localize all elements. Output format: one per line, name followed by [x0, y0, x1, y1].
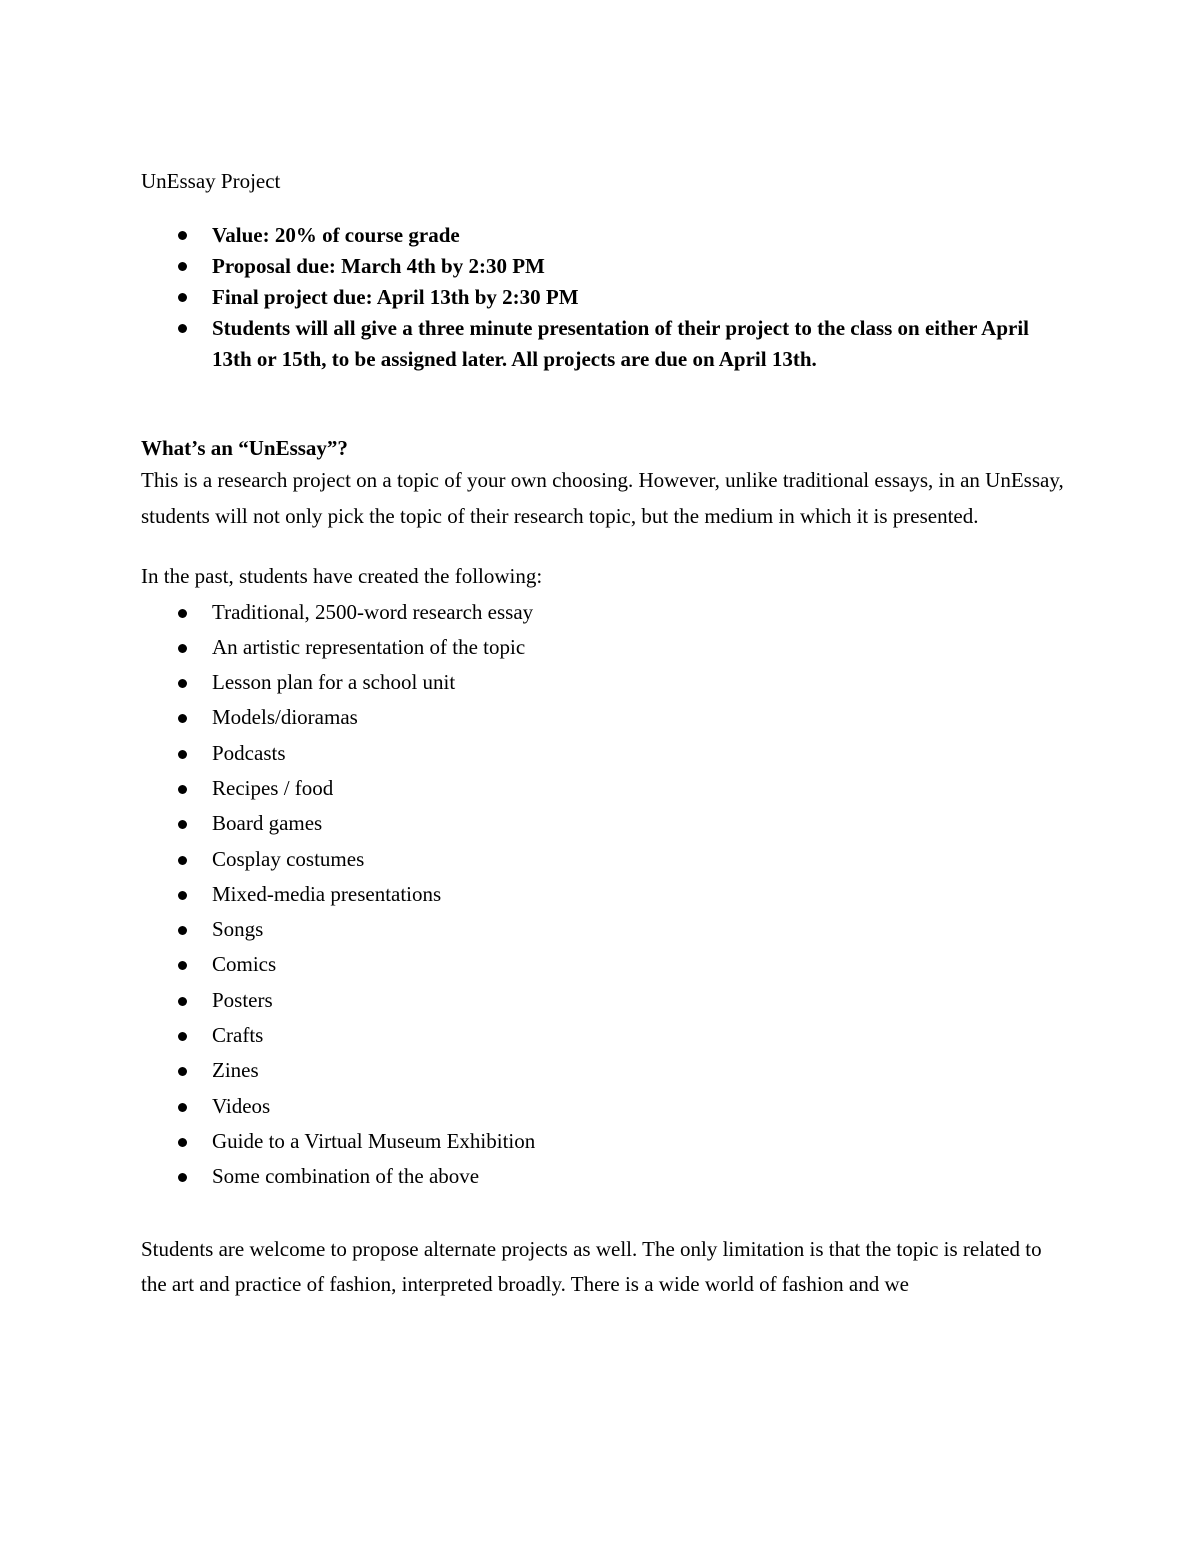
bullet-icon: [178, 1138, 187, 1147]
bullet-icon: [178, 644, 187, 653]
list-item-text: Crafts: [212, 1023, 264, 1048]
key-info-text: Final project due: April 13th by 2:30 PM: [212, 285, 579, 309]
bullet-icon: [178, 231, 187, 240]
list-item: [141, 595, 1066, 630]
list-item: [141, 700, 1066, 735]
list-item-text: Posters: [212, 987, 273, 1012]
list-item-text: Traditional, 2500-word research essay: [212, 599, 534, 624]
list-item-text: Podcasts: [212, 740, 286, 765]
key-info-text: Students will all give a three minute presentation of their project to the class on either April 13th or 15th, to be assigned later. All projects are due on April 13th.: [212, 316, 1030, 371]
bullet-icon: [178, 997, 187, 1006]
key-info-text: Proposal due: March 4th by 2:30 PM: [212, 254, 545, 278]
key-info-item: [141, 282, 1066, 313]
list-item-text: Zines: [212, 1058, 259, 1083]
bullet-icon: [178, 1067, 187, 1076]
list-item-text: Models/dioramas: [212, 705, 358, 730]
past-projects-list: [141, 595, 1066, 1195]
bullet-icon: [178, 750, 187, 759]
list-item-text: Guide to a Virtual Museum Exhibition: [212, 1128, 536, 1153]
list-item: [141, 912, 1066, 947]
description-paragraph: This is a research project on a topic of your own choosing. However, unlike traditional essays, in an UnEssay, students will not only pick the topic of their research topic, but the medium in which it is presented.: [141, 468, 1064, 528]
bullet-icon: [178, 891, 187, 900]
list-item: [141, 983, 1066, 1018]
bullet-icon: [178, 609, 187, 618]
bullet-icon: [178, 856, 187, 865]
list-item-text: An artistic representation of the topic: [212, 634, 526, 659]
key-info-item: [141, 313, 1066, 375]
bullet-icon: [178, 820, 187, 829]
list-item: [141, 1053, 1066, 1088]
list-item: [141, 877, 1066, 912]
list-item-text: Some combination of the above: [212, 1164, 480, 1189]
key-info-item: [141, 220, 1066, 251]
bullet-icon: [178, 1032, 187, 1041]
list-item: [141, 665, 1066, 700]
list-item-text: Videos: [212, 1093, 271, 1118]
list-item: [141, 1159, 1066, 1194]
key-info-item: [141, 251, 1066, 282]
list-item-text: Lesson plan for a school unit: [212, 670, 456, 695]
list-item-text: Board games: [212, 811, 323, 836]
past-projects-intro: In the past, students have created the following:: [141, 564, 543, 588]
bullet-icon: [178, 926, 187, 935]
list-item-text: Recipes / food: [212, 775, 334, 800]
bullet-icon: [178, 1173, 187, 1182]
list-item: [141, 806, 1066, 841]
list-item: [141, 1089, 1066, 1124]
key-info-text: Value: 20% of course grade: [212, 223, 460, 247]
list-item: [141, 947, 1066, 982]
list-item-text: Comics: [212, 952, 277, 977]
document-title: UnEssay Project: [141, 169, 281, 193]
list-item-text: Cosplay costumes: [212, 846, 365, 871]
list-item: [141, 771, 1066, 806]
list-item: [141, 842, 1066, 877]
bullet-icon: [178, 961, 187, 970]
list-item: [141, 1124, 1066, 1159]
list-item-text: Mixed-media presentations: [212, 881, 442, 906]
section-heading: What’s an “UnEssay”?: [141, 436, 348, 460]
bullet-icon: [178, 293, 187, 302]
list-item: [141, 736, 1066, 771]
key-info-list: [141, 220, 1066, 375]
bullet-icon: [178, 785, 187, 794]
bullet-icon: [178, 679, 187, 688]
bullet-icon: [178, 324, 187, 333]
bullet-icon: [178, 714, 187, 723]
list-item: [141, 1018, 1066, 1053]
list-item-text: Songs: [212, 917, 264, 942]
bullet-icon: [178, 1103, 187, 1112]
document-page: [141, 166, 1066, 1303]
bullet-icon: [178, 262, 187, 271]
list-item: [141, 630, 1066, 665]
closing-paragraph: Students are welcome to propose alternate projects as well. The only limitation is that the topic is related to the art and practice of fashion, interpreted broadly. There is a wide world of fashion and we: [141, 1236, 1042, 1297]
